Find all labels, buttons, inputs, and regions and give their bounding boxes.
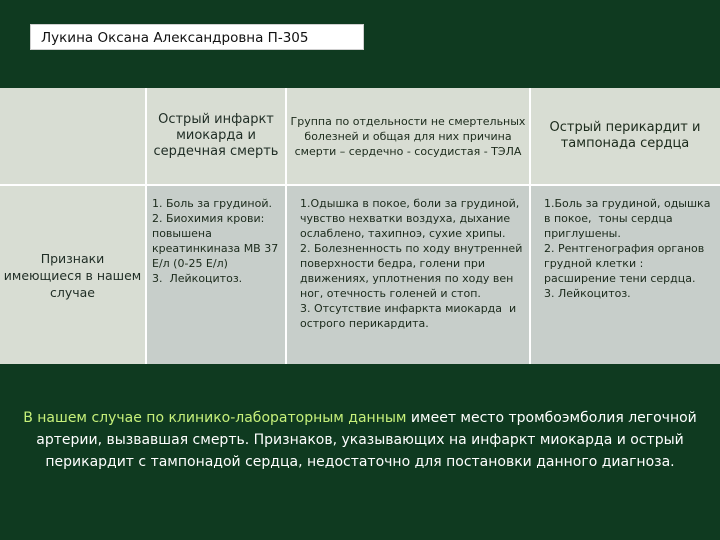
column-divider [285, 88, 287, 364]
embolism-sign-1: 1.Одышка в покое, боли за грудиной, чувство нехватки воздуха, дыхание ослаблено, тахипноэ, сухие хрипы. [300, 197, 523, 240]
row-label-signs: Признаки имеющиеся в нашем случае [0, 186, 146, 364]
embolism-sign-3: 3. Отсутствие инфаркта миокарда и острого перикардита. [300, 302, 520, 330]
header-pulmonary-embolism: Группа по отдельности не смертельных болезней и общая для них причина смерти – сердечно - сосудистая - ТЭЛА [286, 88, 530, 184]
infarction-sign-2: 2. Биохимия крови: повышена креатинкиназа МВ 37 Е/л (0-25 Е/л) [152, 212, 282, 270]
header-myocardial-infarction: Острый инфаркт миокарда и сердечная смерть [146, 88, 286, 184]
pericarditis-sign-3: 3. Лейкоцитоз. [544, 287, 631, 300]
embolism-sign-2: 2. Болезненность по ходу внутренней поверхности бедра, голени при движениях, уплотнения по ходу вен ног, отечность голеней и стоп. [300, 242, 526, 300]
conclusion-text [20, 407, 700, 473]
cell-embolism-signs [286, 186, 530, 364]
column-divider [145, 88, 147, 364]
pericarditis-sign-2: 2. Рентгенография органов грудной клетки : расширение тени сердца. [544, 242, 708, 285]
cell-pericarditis-signs [530, 186, 720, 364]
infarction-sign-1: 1. Боль за грудиной. [152, 197, 272, 210]
cell-infarction-signs [146, 186, 286, 364]
pericarditis-sign-1: 1.Боль за грудиной, одышка в покое, тоны сердца приглушены. [544, 197, 714, 240]
infarction-sign-3: 3. Лейкоцитоз. [152, 272, 243, 285]
comparison-table [0, 88, 720, 364]
author-label: Лукина Оксана Александровна П-305 [30, 24, 364, 50]
header-empty-cell [0, 88, 146, 184]
conclusion-highlight: В нашем случае по клинико-лабораторным данным [23, 410, 407, 426]
header-pericarditis: Острый перикардит и тампонада сердца [530, 88, 720, 184]
conclusion-rest: имеет место тромбоэмболия легочной артерии, вызвавшая смерть. Признаков, указывающих на инфаркт миокарда и острый перикардит с тампонадой сердца, недостаточно для постановки данного диагноза. [36, 410, 697, 470]
column-divider [529, 88, 531, 364]
